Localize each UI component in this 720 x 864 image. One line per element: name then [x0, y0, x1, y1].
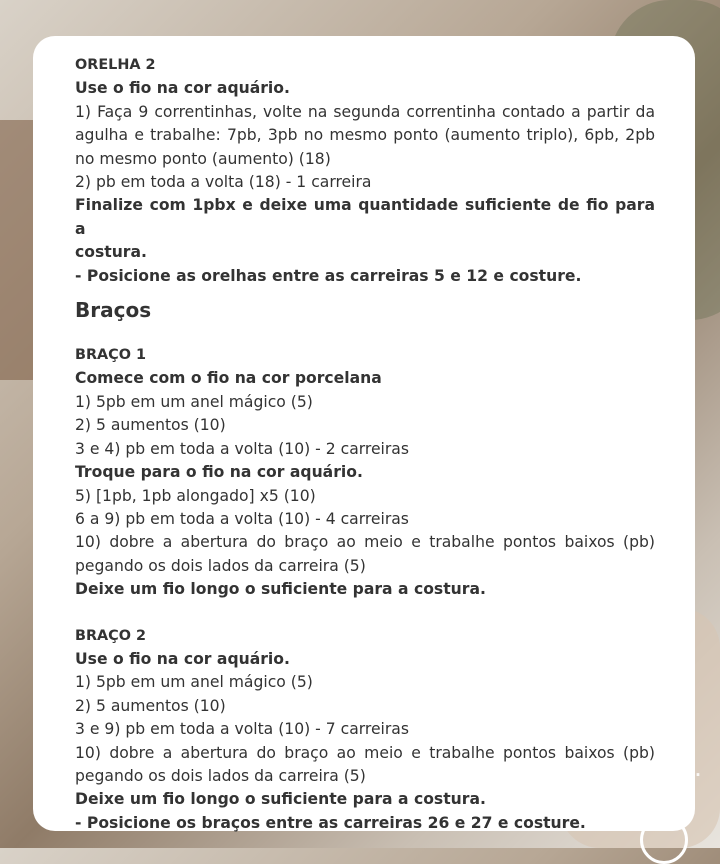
instruction-line: 1) 5pb em um anel mágico (5) — [75, 673, 313, 692]
section-title-bracos: Braços — [75, 298, 152, 323]
instruction-line: Deixe um fio longo o suficiente para a costura. — [75, 790, 486, 809]
instruction-line: no mesmo ponto (aumento) (18) — [75, 149, 331, 168]
instruction-line: 10) dobre a abertura do braço ao meio e trabalhe pontos baixos (pb) — [75, 533, 655, 552]
section-heading-orelha-2: ORELHA 2 — [75, 57, 156, 73]
instruction-line: Troque para o fio na cor aquário. — [75, 463, 363, 482]
spacer — [75, 602, 655, 625]
pattern-card — [33, 36, 695, 831]
instruction-line: 1) Faça 9 correntinhas, volte na segunda correntinha contado a partir da — [75, 102, 655, 121]
heart-outline-icon — [656, 702, 682, 732]
instruction-line: - Posicione os braços entre as carreiras 26 e 27 e costure. — [75, 813, 586, 832]
instruction-line: 1) 5pb em um anel mágico (5) — [75, 392, 313, 411]
instruction-line: Comece com o fio na cor porcelana — [75, 369, 382, 388]
instruction-line: Finalize com 1pbx e deixe uma quantidade suficiente de fio para a — [75, 196, 655, 238]
instruction-line: 5) [1pb, 1pb alongado] x5 (10) — [75, 486, 316, 505]
instruction-line: 10) dobre a abertura do braço ao meio e trabalhe pontos baixos (pb) — [75, 743, 655, 762]
instruction-line: - Posicione as orelhas entre as carreiras 5 e 12 e costure. — [75, 266, 582, 285]
instruction-line: 3 e 9) pb em toda a volta (10) - 7 carreiras — [75, 720, 409, 739]
record-button[interactable] — [640, 816, 688, 864]
instruction-line: Use o fio na cor aquário. — [75, 79, 290, 98]
section-heading-braco-2: BRAÇO 2 — [75, 627, 147, 644]
section-heading-braco-1: BRAÇO 1 — [75, 347, 147, 364]
instruction-line: pegando os dois lados da carreira (5) — [75, 556, 366, 575]
instruction-line: 2) 5 aumentos (10) — [75, 416, 226, 435]
instruction-line: 6 a 9) pb em toda a volta (10) - 4 carreiras — [75, 509, 409, 528]
instruction-line: 2) pb em toda a volta (18) - 1 carreira — [75, 173, 372, 192]
instruction-line: 3 e 4) pb em toda a volta (10) - 2 carreiras — [75, 439, 409, 458]
instruction-line: Use o fio na cor aquário. — [75, 649, 290, 668]
instruction-line: agulha e trabalhe: 7pb, 3pb no mesmo ponto (aumento triplo), 6pb, 2pb — [75, 126, 655, 145]
instruction-line: pegando os dois lados da carreira (5) — [75, 766, 366, 785]
instruction-line: 2) 5 aumentos (10) — [75, 696, 226, 715]
like-label[interactable]: Me gu... — [632, 762, 701, 780]
instruction-line: costura. — [75, 243, 147, 262]
instruction-line: Deixe um fio longo o suficiente para a costura. — [75, 580, 486, 599]
like-button[interactable] — [646, 694, 692, 740]
